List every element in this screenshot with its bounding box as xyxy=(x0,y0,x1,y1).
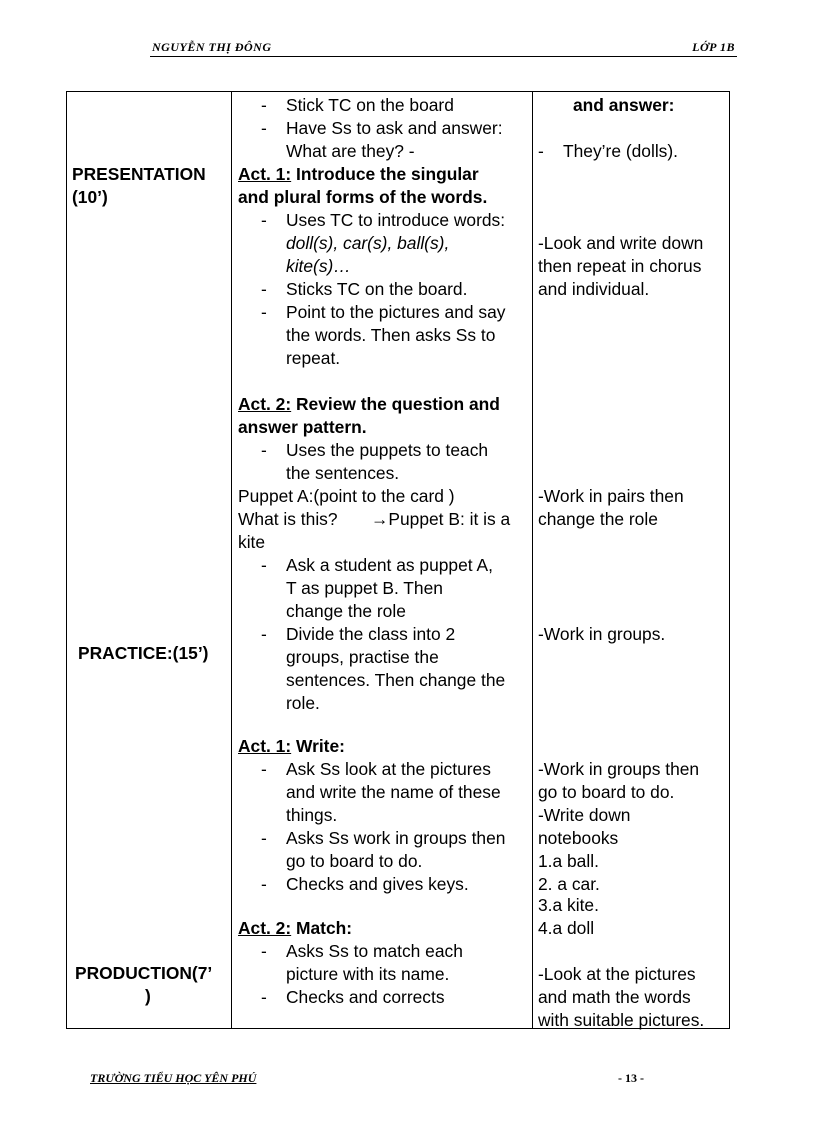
list-item: go to board to do. xyxy=(538,782,675,802)
school-name: TRƯỜNG TIỂU HỌC YÊN PHÚ xyxy=(90,1071,257,1085)
list-item: and math the words xyxy=(538,987,691,1007)
list-item: with suitable pictures. xyxy=(538,1010,705,1030)
list-item: -Work in pairs then xyxy=(538,486,684,506)
list-item: sentences. Then change the xyxy=(286,670,506,690)
list-item: Have Ss to ask and answer: xyxy=(286,118,503,138)
bullet: - xyxy=(261,95,267,115)
bullet: - xyxy=(261,118,267,138)
list-item: Stick TC on the board xyxy=(286,95,454,115)
activity-title: Match: xyxy=(291,918,353,938)
bullet: - xyxy=(261,759,267,779)
page-footer xyxy=(90,1071,740,1089)
activity-title: answer pattern. xyxy=(238,417,367,437)
activity-title: Introduce the singular xyxy=(291,164,479,184)
activity-label: Act. 2: xyxy=(238,918,292,938)
list-item: They’re (dolls). xyxy=(563,141,679,161)
bullet: - xyxy=(261,555,267,575)
list-item: Divide the class into 2 xyxy=(286,624,456,644)
dialogue-line: Puppet A:(point to the card ) xyxy=(238,486,455,506)
stage-column xyxy=(67,92,232,1029)
list-item: Sticks TC on the board. xyxy=(286,279,468,299)
stage-production: PRODUCTION(7’ xyxy=(75,963,213,983)
bullet: - xyxy=(261,302,267,322)
list-item: -Work in groups. xyxy=(538,624,666,644)
activity-heading xyxy=(238,393,500,416)
list-item: change the role xyxy=(286,601,406,621)
stage-practice: PRACTICE:(15’) xyxy=(78,643,209,663)
bullet: - xyxy=(261,941,267,961)
list-item: picture with its name. xyxy=(286,964,450,984)
list-item: role. xyxy=(286,693,320,713)
author-name: NGUYỄN THỊ ĐÔNG xyxy=(152,40,272,54)
list-item: the sentences. xyxy=(286,463,400,483)
bullet: - xyxy=(261,624,267,644)
list-item: change the role xyxy=(538,509,658,529)
list-item: 4.a doll xyxy=(538,918,595,938)
activity-label: Act. 1: xyxy=(238,736,292,756)
list-item: Ask Ss look at the pictures xyxy=(286,759,491,779)
activity-label: Act. 2: xyxy=(238,394,292,414)
list-item: Uses the puppets to teach xyxy=(286,440,489,460)
list-item: T as puppet B. Then xyxy=(286,578,443,598)
table-row xyxy=(67,92,730,1029)
list-item: Checks and corrects xyxy=(286,987,445,1007)
list-item: Point to the pictures and say xyxy=(286,302,506,322)
bullet: - xyxy=(538,141,544,161)
list-item: doll(s), car(s), ball(s), xyxy=(286,233,450,253)
list-item: the words. Then asks Ss to xyxy=(286,325,496,345)
bullet: - xyxy=(261,279,267,299)
dialogue-line: kite xyxy=(238,532,266,552)
class-name: LỚP 1B xyxy=(692,40,735,54)
page-header xyxy=(150,40,737,57)
page-number: - 13 - xyxy=(618,1071,644,1085)
list-item: groups, practise the xyxy=(286,647,439,667)
activity-title: and plural forms of the words. xyxy=(238,187,488,207)
list-item: Checks and gives keys. xyxy=(286,874,469,894)
bullet: - xyxy=(261,987,267,1007)
list-item: -Write down xyxy=(538,805,631,825)
list-item: -Look at the pictures xyxy=(538,964,696,984)
list-item: things. xyxy=(286,805,338,825)
list-item: -Work in groups then xyxy=(538,759,700,779)
bullet: - xyxy=(261,440,267,460)
activity-label: Act. 1: xyxy=(238,164,292,184)
list-item: Asks Ss work in groups then xyxy=(286,828,506,848)
dialogue-line: →Puppet B: it is a xyxy=(371,509,511,529)
list-item: go to board to do. xyxy=(286,851,423,871)
list-item: and individual. xyxy=(538,279,650,299)
list-item: and answer: xyxy=(573,95,675,115)
list-item: Ask a student as puppet A, xyxy=(286,555,493,575)
activity-title: Write: xyxy=(291,736,345,756)
list-item: repeat. xyxy=(286,348,341,368)
list-item: 3.a kite. xyxy=(538,895,599,915)
lesson-plan-table xyxy=(66,91,730,1029)
list-item: What are they? - xyxy=(286,141,415,161)
teacher-activities-column xyxy=(232,92,533,1029)
bullet: - xyxy=(261,874,267,894)
list-item: and write the name of these xyxy=(286,782,501,802)
bullet: - xyxy=(261,210,267,230)
list-item: 2. a car. xyxy=(538,874,600,894)
activity-title: Review the question and xyxy=(291,394,500,414)
activity-heading xyxy=(238,735,345,758)
stage-presentation-time: (10’) xyxy=(72,187,108,207)
bullet: - xyxy=(261,828,267,848)
student-activities-column xyxy=(533,92,730,1029)
dialogue-line: What is this? xyxy=(238,509,338,529)
list-item: kite(s)… xyxy=(286,256,351,276)
stage-presentation: PRESENTATION xyxy=(72,164,206,184)
activity-heading xyxy=(238,917,352,940)
list-item: Asks Ss to match each xyxy=(286,941,463,961)
list-item: 1.a ball. xyxy=(538,851,599,871)
stage-production-time: ) xyxy=(145,986,151,1006)
list-item: notebooks xyxy=(538,828,619,848)
activity-heading xyxy=(238,163,479,186)
list-item: then repeat in chorus xyxy=(538,256,702,276)
list-item: -Look and write down xyxy=(538,233,704,253)
list-item: Uses TC to introduce words: xyxy=(286,210,506,230)
